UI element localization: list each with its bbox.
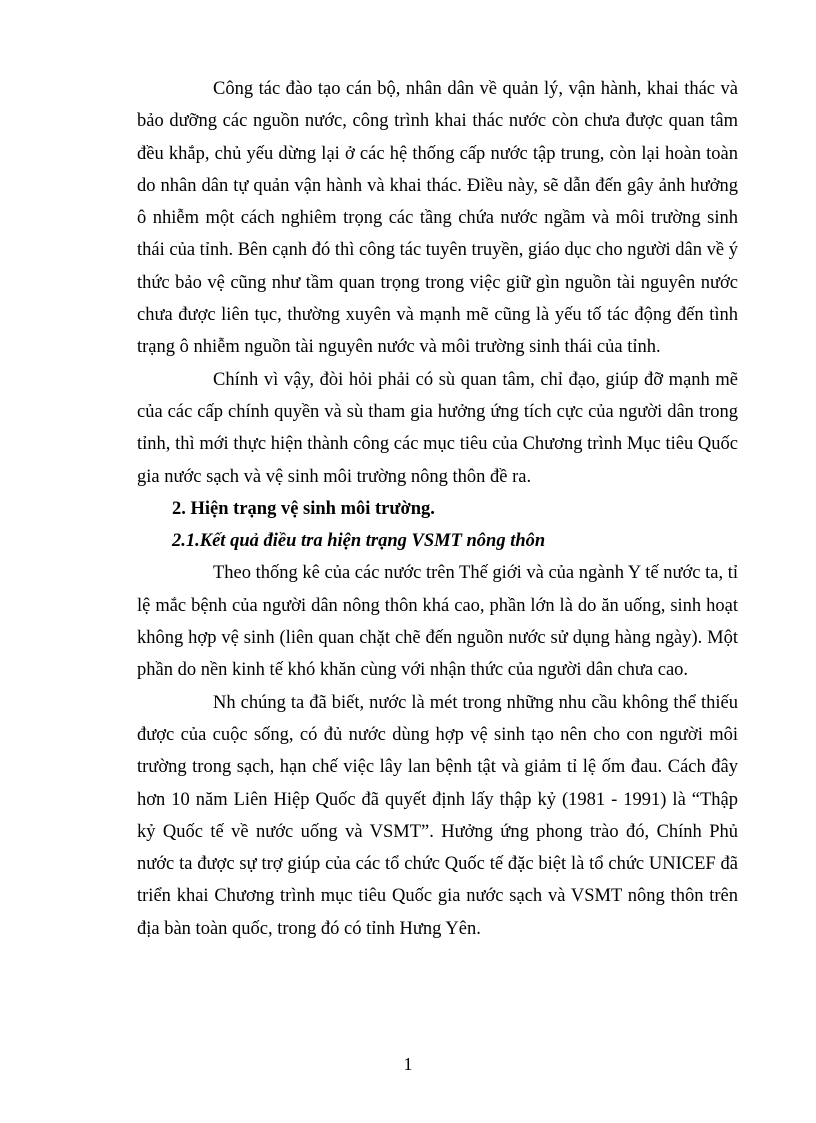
page-number: 1 [403, 1054, 413, 1074]
paragraph-training: Công tác đào tạo cán bộ, nhân dân về quản lý, vận hành, khai thác và bảo dưỡng các nguồn nước, công trình khai thác nước còn chưa được quan tâm đều khắp, chủ yếu dừng lại ở các hệ thống cấp nước tập trung, còn lại hoàn toàn do nhân dân tự quản vận hành và khai thác. Điều này, sẽ dẫn đến gây ảnh hưởng ô nhiễm một cách nghiêm trọng các tầng chứa nước ngầm và môi trường sinh thái của tỉnh. Bên cạnh đó thì công tác tuyên truyền, giáo dục cho người dân về ý thức bảo vệ cũng như tầm quan trọng trong việc giữ gìn nguồn tài nguyên nước chưa được liên tục, thường xuyên và mạnh mẽ cũng là yếu tố tác động đến tình trạng ô nhiễm nguồn tài nguyên nước và môi trường sinh thái của tỉnh. [137, 79, 738, 358]
page-body [137, 73, 738, 945]
paragraph-water-needs: Nh chúng ta đã biết, nước là mét trong những nhu cầu không thể thiếu được của cuộc sống, có đủ nước dùng hợp vệ sinh tạo nên cho con người môi trường trong sạch, hạn chế việc lây lan bệnh tật và giảm tỉ lệ ốm đau. Cách đây hơn 10 năm Liên Hiệp Quốc đã quyết định lấy thập kỷ (1981 - 1991) là “Thập kỷ Quốc tế về nước uống và VSMT”. Hưởng ứng phong trào đó, Chính Phủ nước ta được sự trợ giúp của các tổ chức Quốc tế đặc biệt là tổ chức UNICEF đã triển khai Chương trình mục tiêu Quốc gia nước sạch và VSMT nông thôn trên địa bàn toàn quốc, trong đó có tỉnh Hưng Yên. [137, 692, 738, 939]
paragraph-government-support: Chính vì vậy, đòi hỏi phải có sù quan tâm, chỉ đạo, giúp đỡ mạnh mẽ của các cấp chính quyền và sù tham gia hưởng ứng tích cực của người dân trong tỉnh, thì mới thực hiện thành công các mục tiêu của Chương trình Mục tiêu Quốc gia nước sạch và vệ sinh môi trường nông thôn đề ra. [137, 369, 738, 487]
section-heading: 2. Hiện trạng vệ sinh môi trường. [172, 498, 435, 519]
paragraph-statistics: Theo thống kê của các nước trên Thế giới và của ngành Y tế nước ta, tỉ lệ mắc bệnh của người dân nông thôn khá cao, phần lớn là do ăn uống, sinh hoạt không hợp vệ sinh (liên quan chặt chẽ đến nguồn nước sử dụng hàng ngày). Một phần do nền kinh tế khó khăn cùng với nhận thức của người dân chưa cao. [137, 563, 738, 681]
subsection-heading: 2.1.Kết quả điều tra hiện trạng VSMT nông thôn [172, 531, 546, 552]
